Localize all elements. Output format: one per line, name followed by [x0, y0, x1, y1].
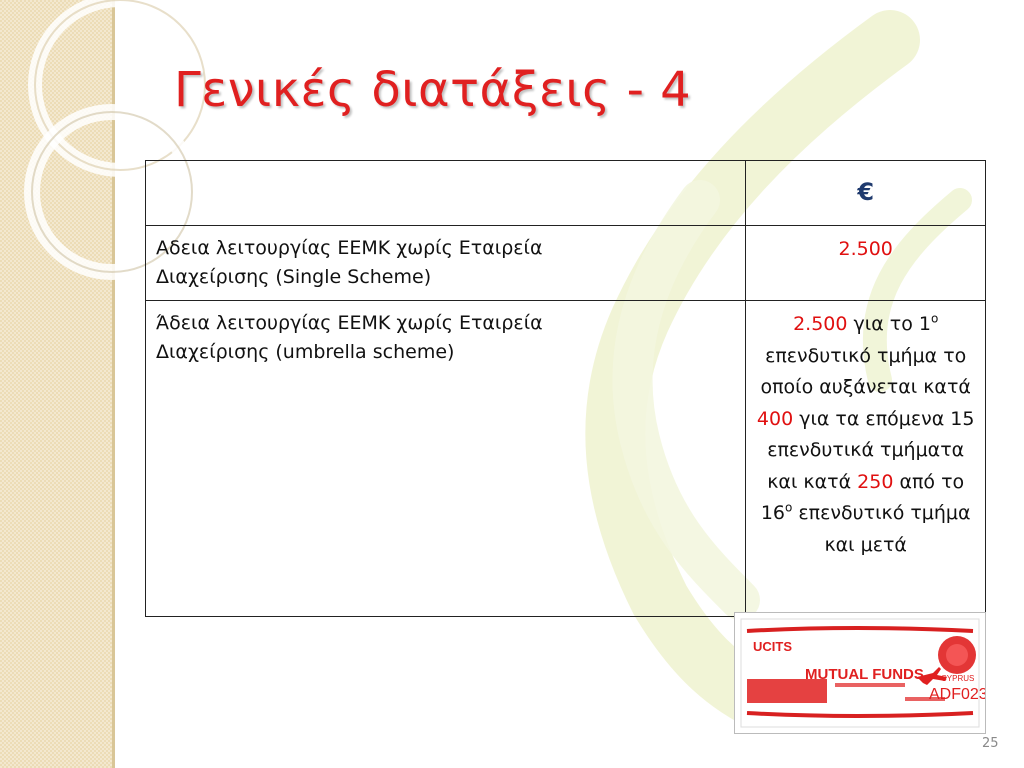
table-header-row: [146, 161, 986, 226]
logo-text-mutual-funds: MUTUAL FUNDS: [805, 666, 924, 683]
page-number: 25: [982, 736, 999, 751]
description-line: Αδεια λειτουργίας ΕΕΜΚ χωρίς Εταιρεία: [156, 237, 543, 259]
ucits-mutual-funds-logo: [734, 612, 986, 734]
ordinal-suffix: ο: [930, 311, 939, 326]
description-line: Άδεια λειτουργίας ΕΕΜΚ χωρίς Εταιρεία: [156, 312, 543, 334]
logo-artwork: [735, 613, 985, 733]
description-line: Διαχείρισης (Single Scheme): [156, 266, 432, 288]
fee-text: επενδυτικό τμήμα το οποίο αυξάνεται κατά: [760, 344, 971, 398]
slide-title: Γενικές διατάξεις - 4: [174, 62, 692, 118]
fee-amount-single-scheme: [746, 226, 986, 301]
fee-text: για το 1: [847, 313, 931, 335]
description-line: Διαχείρισης (umbrella scheme): [156, 341, 455, 363]
fee-amount-second: 400: [756, 407, 794, 430]
logo-text-code: ADF023: [929, 686, 985, 703]
fee-description-single-scheme: [146, 226, 746, 301]
fee-amount-first: 2.500: [793, 313, 848, 335]
currency-header: €: [746, 161, 986, 226]
fee-description-umbrella-scheme: [146, 301, 746, 617]
fees-table: [145, 160, 986, 617]
table-row: [146, 301, 986, 617]
fee-text: επενδυτικό τμήμα και μετά: [792, 502, 971, 556]
logo-text-ucits: UCITS: [753, 639, 792, 654]
logo-text-cyprus: CYPRUS: [941, 674, 975, 683]
fee-text: για τα επόμενα 15 επενδυτικά τμήματα και κατά: [767, 407, 975, 493]
fee-amount: 2.500: [838, 238, 893, 260]
fee-amount-umbrella-scheme: [746, 301, 986, 617]
fee-amount-third: 250: [857, 470, 894, 493]
table-row: [146, 226, 986, 301]
header-empty-cell: [146, 161, 746, 226]
fee-text: από το 16: [760, 470, 965, 524]
ordinal-suffix: ο: [785, 500, 793, 515]
